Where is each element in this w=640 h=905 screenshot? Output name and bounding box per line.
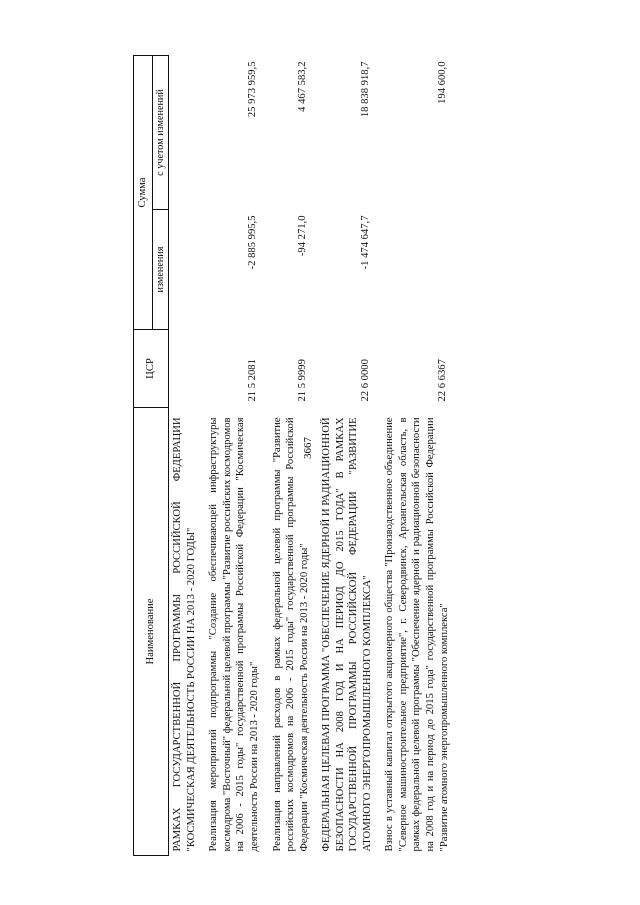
budget-table (133, 55, 457, 856)
row-name: РАМКАХ ГОСУДАРСТВЕННОЙ ПРОГРАММЫ РОССИЙСКОЙ ФЕДЕРАЦИИ "КОСМИЧЕСКАЯ ДЕЯТЕЛЬНОСТЬ РОССИИ НА 2013 - 2020 ГОДЫ" (172, 417, 197, 852)
row-name: Взнос в уставный капитал открытого акционерного общества "Производственное объединение "Северное машиностроительное предприятие", г. Северодвинск, Архангельская область, в рамках федеральной целевой программы "Обеспечение ядерной и радиационной безопасности на 2008 год и на период до 2015 года" государственной программы Российской Федерации "Развитие атомного энергопромышленного комплекса" (384, 417, 450, 852)
row-with-changes: 25 973 959,5 (247, 61, 258, 118)
budget-table-container (133, 56, 583, 856)
header-with-changes: с учетом изменений (152, 56, 169, 210)
row-with-changes (169, 56, 205, 210)
header-name: Наименование (134, 408, 169, 856)
row-changes (380, 210, 457, 330)
row-csr: 22 6 0000 (359, 359, 371, 402)
row-name: Реализация направлений расходов в рамках федеральной целевой программы "Развитие российских космодромов на 2006 - 2015 годы" государственной программы Российской Федерации "Космическая деятельность России на 2013 - 2020 годы" (271, 417, 310, 852)
row-csr (169, 330, 205, 408)
row-with-changes: 4 467 583,2 (296, 61, 308, 112)
row-with-changes: 18 838 918,7 (359, 61, 371, 118)
row-changes: -94 271,0 (296, 215, 308, 257)
row-changes: -2 885 995,5 (247, 215, 258, 270)
rotated-table-frame (133, 56, 583, 856)
row-csr: 21 5 2081 (247, 359, 258, 402)
row-name: Реализация мероприятий подпрограммы "Создание обеспечивающей инфраструктуры космодрома "Восточный" федеральной целевой программы "Развитие российских космодромов на 2006 - 2015 годы" государственной программы Российской Федерации "Космическая деятельность России на 2013 - 2020 годы" (208, 417, 260, 852)
row-changes (169, 210, 205, 330)
row-name: ФЕДЕРАЛЬНАЯ ЦЕЛЕВАЯ ПРОГРАММА "ОБЕСПЕЧЕНИЕ ЯДЕРНОЙ И РАДИАЦИОННОЙ БЕЗОПАСНОСТИ НА 2008 ГОД И НА ПЕРИОД ДО 2015 ГОДА" В РАМКАХ ГОСУДАРСТВЕННОЙ ПРОГРАММЫ РОССИЙСКОЙ ФЕДЕРАЦИИ "РАЗВИТИЕ АТОМНОГО ЭНЕРГОПРОМЫШЛЕННОГО КОМПЛЕКСА" (321, 417, 373, 852)
row-csr: 21 5 9999 (296, 359, 308, 402)
header-csr: ЦСР (134, 330, 169, 408)
row-changes: -1 474 647,7 (359, 215, 371, 270)
table-row (380, 56, 457, 856)
row-csr: 22 6 6367 (436, 359, 448, 402)
table-row (204, 56, 267, 856)
header-changes: изменения (152, 210, 169, 330)
table-row (268, 56, 318, 856)
row-with-changes: 194 600,0 (436, 61, 448, 104)
table-row (169, 56, 205, 856)
header-sum: Сумма (134, 56, 153, 330)
table-row (317, 56, 380, 856)
page-number: 3667 (302, 437, 314, 459)
